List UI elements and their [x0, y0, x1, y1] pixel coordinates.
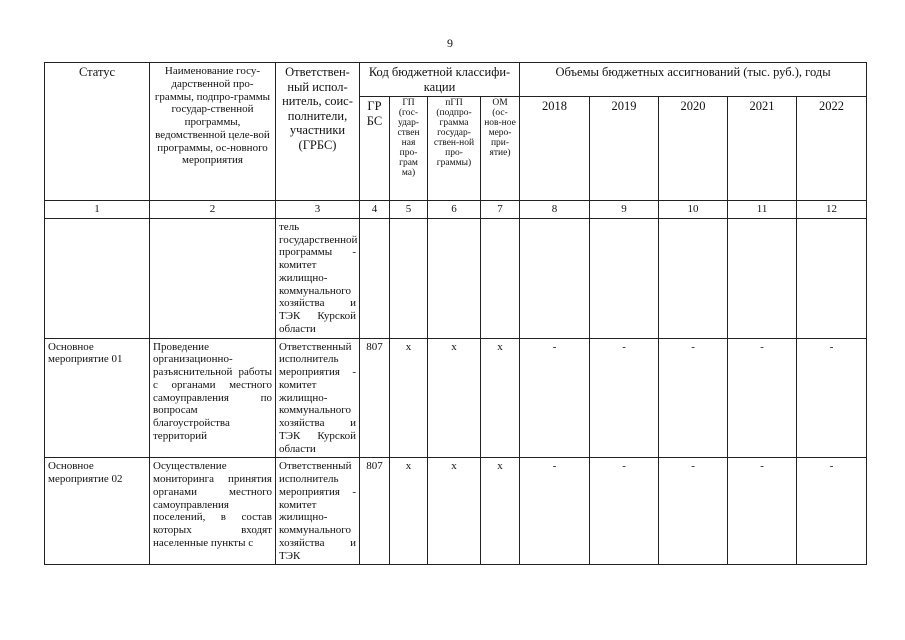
row-value-2021: - [728, 458, 797, 565]
header-pgp: пГП (подпро-грамма государ-ствен-ной про-граммы) [428, 97, 481, 201]
header-row-1 [45, 63, 867, 97]
table-cell [45, 218, 150, 338]
column-number: 11 [728, 201, 797, 219]
row-value-2019: - [590, 338, 659, 458]
row-grbs: 807 [360, 458, 390, 565]
column-number: 3 [276, 201, 360, 219]
header-year-2019: 2019 [590, 97, 659, 201]
column-number: 5 [390, 201, 428, 219]
row-status: Основное мероприятие 01 [45, 338, 150, 458]
row-pgp: x [428, 458, 481, 565]
column-number: 2 [150, 201, 276, 219]
row-gp: x [390, 458, 428, 565]
table-cell [728, 218, 797, 338]
column-number: 8 [520, 201, 590, 219]
header-year-2021: 2021 [728, 97, 797, 201]
row-om: x [481, 338, 520, 458]
continuation-row [45, 218, 867, 338]
row-name: Проведение организационно-разъяснительной работы с органами местного самоуправления по вопросам благоустройства территорий [150, 338, 276, 458]
table-cell [360, 218, 390, 338]
row-value-2020: - [659, 458, 728, 565]
row-value-2018: - [520, 338, 590, 458]
column-number-row [45, 201, 867, 219]
header-volumes: Объемы бюджетных ассигнований (тыс. руб.), годы [520, 63, 867, 97]
column-number: 9 [590, 201, 659, 219]
row-value-2022: - [797, 458, 867, 565]
row-responsible: Ответственный исполнитель мероприятия - комитет жилищно-коммунального хозяйства и ТЭК Курской области [276, 338, 360, 458]
header-budget-code: Код бюджетной классифи-кации [360, 63, 520, 97]
row-gp: x [390, 338, 428, 458]
table-row [45, 338, 867, 458]
header-year-2022: 2022 [797, 97, 867, 201]
header-status: Статус [45, 63, 150, 201]
header-year-2018: 2018 [520, 97, 590, 201]
row-grbs: 807 [360, 338, 390, 458]
header-gp: ГП (гос-удар-ствен ная про-грам ма) [390, 97, 428, 201]
row-status: Основное мероприятие 02 [45, 458, 150, 565]
header-om: ОМ (ос-нов-ное меро-при-ятие) [481, 97, 520, 201]
row-pgp: x [428, 338, 481, 458]
page-number: 9 [447, 36, 453, 50]
column-number: 1 [45, 201, 150, 219]
row-responsible: Ответственный исполнитель мероприятия - комитет жилищно-коммунального хозяйства и ТЭК [276, 458, 360, 565]
row-value-2022: - [797, 338, 867, 458]
header-name: Наименование госу-дарственной про-граммы, подпро-граммы государ-ственной программы, ведомственной целе-вой программы, ос-новного мероприятия [150, 63, 276, 201]
table-cell [590, 218, 659, 338]
column-number: 10 [659, 201, 728, 219]
row-value-2018: - [520, 458, 590, 565]
column-number: 12 [797, 201, 867, 219]
budget-table [44, 62, 867, 565]
row-value-2019: - [590, 458, 659, 565]
table-cell [390, 218, 428, 338]
header-responsible: Ответствен-ный испол-нитель, соис-полнители, участники (ГРБС) [276, 63, 360, 201]
column-number: 7 [481, 201, 520, 219]
table-cell [659, 218, 728, 338]
table-cell [797, 218, 867, 338]
table-cell [428, 218, 481, 338]
column-number: 6 [428, 201, 481, 219]
table-cell [481, 218, 520, 338]
row-value-2020: - [659, 338, 728, 458]
row-name: Осуществление мониторинга принятия органами местного самоуправления поселений, в состав которых входят населенные пункты с [150, 458, 276, 565]
table-cell [520, 218, 590, 338]
header-year-2020: 2020 [659, 97, 728, 201]
column-number: 4 [360, 201, 390, 219]
header-grbs: ГР БС [360, 97, 390, 201]
table-cell [150, 218, 276, 338]
row-value-2021: - [728, 338, 797, 458]
continuation-responsible: тель государственной программы - комитет жилищно-коммунального хозяйства и ТЭК Курской области [276, 218, 360, 338]
row-om: x [481, 458, 520, 565]
table-row [45, 458, 867, 565]
